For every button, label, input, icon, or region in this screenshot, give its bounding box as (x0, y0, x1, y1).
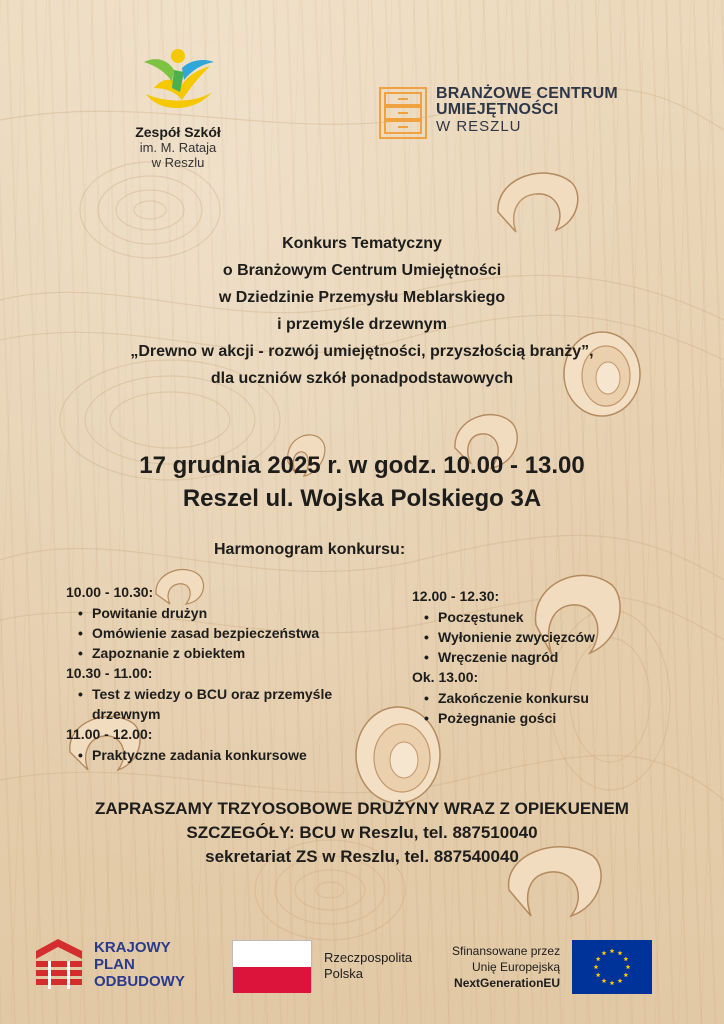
slot-time: 11.00 - 12.00: (66, 726, 153, 742)
bcu-name-line3: W RESZLU (436, 118, 522, 135)
slot-item: • Zapoznanie z obiektem (78, 643, 366, 663)
school-emblem-icon (138, 48, 218, 116)
rp-line: Polska (324, 966, 364, 981)
eu-line: NextGenerationEU (454, 976, 561, 990)
kpo-line: PLAN (94, 955, 135, 973)
school-logo (118, 48, 238, 170)
slot-item: • Wyłonienie zwycięzców (424, 627, 692, 647)
slot-time: 10.00 - 10.30: (66, 584, 154, 600)
kpo-line: ODBUDOWY (94, 972, 185, 990)
schedule-slot (66, 724, 366, 765)
schedule-slot (412, 586, 692, 667)
school-patron: im. M. Rataja (139, 140, 217, 155)
eu-logo (452, 940, 652, 994)
slot-item: • Pożegnanie gości (424, 708, 692, 728)
intro-line: Konkurs Tematyczny (282, 235, 442, 252)
event-date: 17 grudnia 2025 r. w godz. 10.00 - 13.00 (139, 452, 585, 479)
slot-item: • Poczęstunek (424, 607, 692, 627)
slot-item: • Praktyczne zadania konkursowe (78, 745, 366, 765)
school-town: w Reszlu (151, 155, 205, 170)
invite-line: sekretariat ZS w Reszlu, tel. 887540040 (205, 847, 519, 866)
invite-line: SZCZEGÓŁY: BCU w Reszlu, tel. 887510040 (186, 823, 538, 842)
rp-line: Rzeczpospolita (324, 950, 413, 965)
slot-item: • Omówienie zasad bezpieczeństwa (78, 623, 366, 643)
intro-line: w Dziedzinie Przemysłu Meblarskiego (218, 289, 506, 306)
slot-item: • Zakończenie konkursu (424, 688, 692, 708)
kpo-line: KRAJOWY (94, 938, 171, 956)
schedule-left-column (66, 582, 366, 765)
intro-line: i przemyśle drzewnym (277, 316, 447, 333)
invite-line: ZAPRASZAMY TRZYOSOBOWE DRUŻYNY WRAZ Z OPIEKUENEM (95, 799, 629, 818)
slot-item: • Test z wiedzy o BCU oraz przemyśle drzewnym (78, 684, 368, 724)
slot-time: 10.30 - 11.00: (66, 665, 153, 681)
intro-line: „Drewno w akcji - rozwój umiejętności, przyszłością branży”, (130, 343, 594, 360)
drawer-cabinet-icon (378, 86, 428, 140)
event-details (0, 449, 724, 515)
schedule-title: Harmonogram konkursu: (214, 541, 406, 558)
invitation (0, 797, 724, 869)
polish-flag-icon (232, 940, 312, 992)
intro-line: o Branżowym Centrum Umiejętności (222, 262, 502, 279)
kpo-logo (34, 937, 185, 991)
event-place: Reszel ul. Wojska Polskiego 3A (182, 485, 542, 512)
schedule-slot (66, 582, 366, 663)
schedule-slot (66, 663, 366, 724)
schedule-slot (412, 667, 692, 728)
eu-flag-icon (572, 940, 652, 994)
school-name: Zespół Szkół (135, 124, 221, 140)
slot-item: • Wręczenie nagród (424, 647, 692, 667)
slot-item: • Powitanie drużyn (78, 603, 366, 623)
slot-time: 12.00 - 12.30: (412, 588, 500, 604)
slot-time: Ok. 13.00: (412, 669, 479, 685)
schedule-right-column (412, 586, 692, 728)
bcu-name-line2: UMIEJĘTNOŚCI (436, 101, 559, 118)
contest-intro (0, 230, 724, 392)
eu-line: Unię Europejską (472, 960, 561, 974)
bcu-logo (378, 86, 618, 140)
eu-line: Sfinansowane przez (452, 944, 561, 958)
kpo-emblem-icon (34, 937, 84, 991)
intro-line: dla uczniów szkół ponadpodstawowych (210, 370, 514, 387)
poland-logo (232, 940, 412, 992)
bcu-name-line1: BRANŻOWE CENTRUM (436, 85, 618, 102)
